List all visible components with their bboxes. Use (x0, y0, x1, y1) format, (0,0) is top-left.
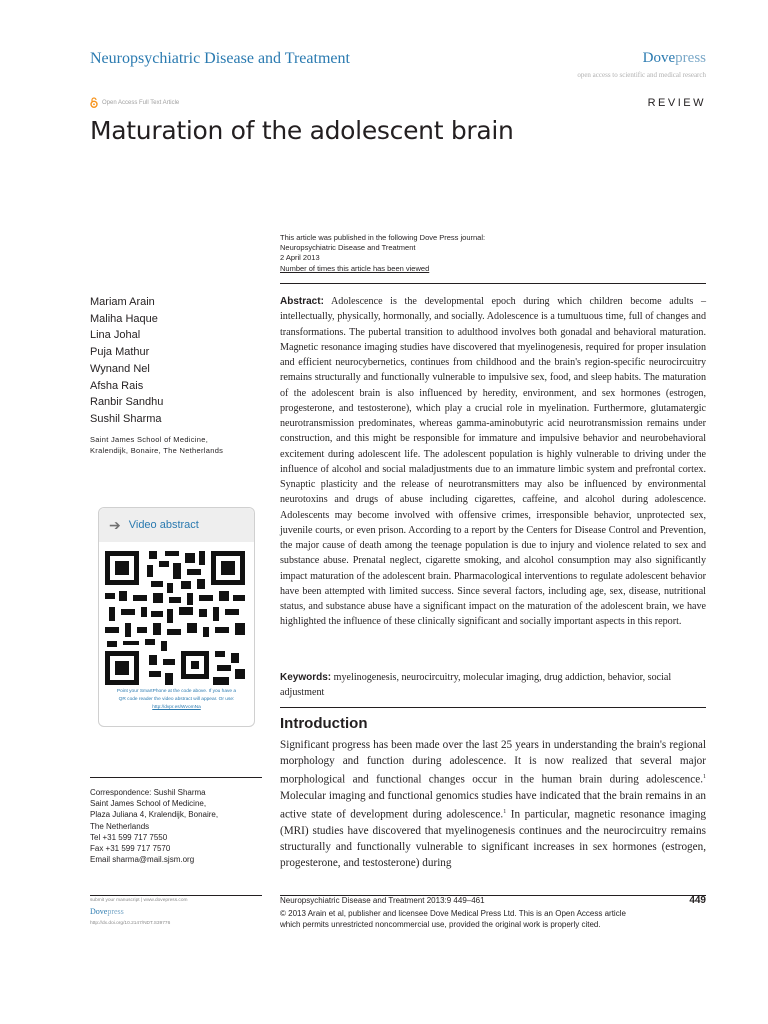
intro-text: Molecular imaging and functional genomics studies have indicated that the brain remains in an active state of development during adolescence. (280, 790, 706, 821)
divider (90, 895, 262, 896)
keywords (280, 670, 706, 700)
journal-name: Neuropsychiatric Disease and Treatment (90, 50, 350, 67)
divider (90, 777, 262, 778)
video-note-line1: Point your SmartPhone at the code above. If you have a (116, 689, 237, 694)
reference: 1 (703, 774, 706, 781)
intro-text: Significant progress has been made over the last 25 years in understanding the brain's regional morphology and function during adolescence. It is now realized that several major morphological and functional changes occur in the human brain during adolescence. (280, 739, 706, 786)
video-abstract-label: Video abstract (128, 519, 199, 531)
intro-text: In particular, magnetic resonance imaging (MRI) studies have discovered that myelinogenesis continues and the neurocircuitry remains structurally and functionally vulnerable to significant increases in sex hormones (estrogen, progesterone, and testosterone) during (280, 808, 706, 870)
footer-press: press (107, 907, 124, 916)
correspondence-email[interactable]: Email sharma@mail.sjsm.org (90, 855, 195, 865)
correspondence-line: Tel +31 599 717 7550 (90, 832, 168, 842)
affiliation-line1: Saint James School of Medicine, (90, 435, 209, 444)
pub-info-line1: This article was published in the following Dove Press journal: (280, 233, 486, 242)
open-access-icon (90, 97, 98, 108)
views-link[interactable]: Number of times this article has been viewed (280, 263, 430, 273)
arrow-right-icon: ➔ (109, 516, 121, 533)
abstract-text: Adolescence is the developmental epoch during which children become adults – intellectually, physically, hormonally, and socially. Adolescence is a tumultuous time, full of changes and transformations. The pubertal transition to adulthood involves both gonadal and behavioral maturation. Magnetic resonance imaging studies have discovered that myelinogenesis, required for proper insulation and efficient neurocybernetics, continues from childhood and the brain's region-specific neurocircuitry remains structurally and functionally vulnerable to impulsive sex, food, and sleep habits. The maturation of the adolescent brain is also influenced by heredity, environment, and sex hormones (estrogen, progesterone, and testosterone), which play a crucial role in myelination. Furthermore, glutamatergic neurotransmission predominates, whereas gamma-aminobutyric acid neurotransmission remains under construction, and this might be responsible for immature and impulsive behavior and neurobehavioral excitement during adolescent life. The adolescent population is highly vulnerable to driving under the influence of alcohol and social maladjustments due to an immature limbic system and prefrontal cortex. Synaptic plasticity and the release of neurotransmitters may also be influenced by environmental neurotoxins and drugs of abuse including cigarettes, caffeine, and alcohol during adolescence. Adolescents may become involved with offensive crimes, irresponsible behavior, unprotected sex, juvenile courts, or even prison. According to a report by the Centers for Disease Control and Prevention, the major cause of death among the teenage population is due to injury and violence related to sex and substance abuse. Prenatal neglect, cigarette smoking, and alcohol consumption may also significantly impact maturation of the adolescent brain. Pharmacological interventions to regulate adolescent behavior have been attempted with limited success. Since several factors, including age, sex, disease, nutritional status, and substance abuse have a significant impact on the maturation of the adolescent brain, we have highlighted the influence of these clinically significant and socially important aspects in this report. (280, 296, 707, 628)
correspondence-line: Correspondence: Sushil Sharma (90, 788, 206, 797)
video-abstract-box[interactable] (98, 507, 255, 727)
correspondence-line: Fax +31 599 717 7570 (90, 844, 171, 854)
author-list (90, 294, 163, 428)
affiliation-line2: Kralendijk, Bonaire, The Netherlands (90, 446, 224, 455)
correspondence-line: Plaza Juliana 4, Kralendijk, Bonaire, (90, 810, 219, 820)
copyright (280, 908, 706, 930)
author: Afsha Rais (90, 379, 144, 392)
keywords-label: Keywords: (280, 672, 332, 683)
publisher-logo (560, 50, 706, 67)
copyright-line1: © 2013 Arain et al, publisher and licensee Dove Medical Press Ltd. This is an Open Access article (280, 909, 626, 918)
author: Sushil Sharma (90, 412, 162, 425)
page-number: 449 (689, 895, 706, 906)
copyright-line2: which permits unrestricted noncommercial use, provided the original work is properly cited. (280, 920, 601, 929)
author: Wynand Nel (90, 362, 150, 375)
pub-info-line3: 2 April 2013 (280, 253, 320, 263)
publisher-dove: Dove (642, 50, 676, 66)
video-abstract-header[interactable] (99, 508, 254, 542)
article-title: Maturation of the adolescent brain (90, 116, 514, 145)
submit-link[interactable]: submit your manuscript | www.dovepress.com (90, 898, 188, 903)
article-type: REVIEW (647, 97, 706, 109)
divider (280, 283, 706, 284)
publisher-tagline: open access to scientific and medical research (577, 71, 706, 79)
section-heading: Introduction (280, 715, 368, 732)
author: Ranbir Sandhu (90, 396, 164, 409)
abstract (280, 294, 706, 630)
keywords-text: myelinogenesis, neurocircuitry, molecular imaging, drug addiction, behavior, social adjustment (280, 672, 672, 698)
video-link[interactable]: http://dvpr.es/WvomNa (152, 705, 201, 710)
divider (280, 707, 706, 708)
correspondence-line: Saint James School of Medicine, (90, 799, 207, 809)
video-instructions (105, 688, 248, 712)
open-access-badge (90, 97, 179, 108)
affiliation (90, 434, 223, 456)
author: Mariam Arain (90, 296, 155, 308)
author: Lina Johal (90, 329, 141, 342)
correspondence-line: The Netherlands (90, 821, 150, 831)
abstract-label: Abstract: (280, 296, 324, 307)
citation: Neuropsychiatric Disease and Treatment 2013:9 449–461 (280, 896, 485, 905)
author: Maliha Haque (90, 312, 158, 325)
publication-info (280, 233, 485, 274)
reference: 1 (503, 809, 507, 816)
qr-code[interactable] (105, 551, 245, 685)
correspondence (90, 787, 218, 865)
doi-link[interactable]: http://dx.doi.org/10.2147/NDT.S39776 (90, 921, 171, 926)
introduction-text (280, 737, 706, 871)
video-note-line2: QR code reader the video abstract will appear. Or use: (118, 697, 235, 702)
open-access-label: Open Access Full Text Article (102, 99, 180, 106)
footer-logo (90, 907, 124, 916)
author: Puja Mathur (90, 346, 150, 359)
footer-dove: Dove (90, 907, 108, 916)
pub-info-line2: Neuropsychiatric Disease and Treatment (280, 243, 416, 253)
publisher-press: press (675, 50, 706, 66)
